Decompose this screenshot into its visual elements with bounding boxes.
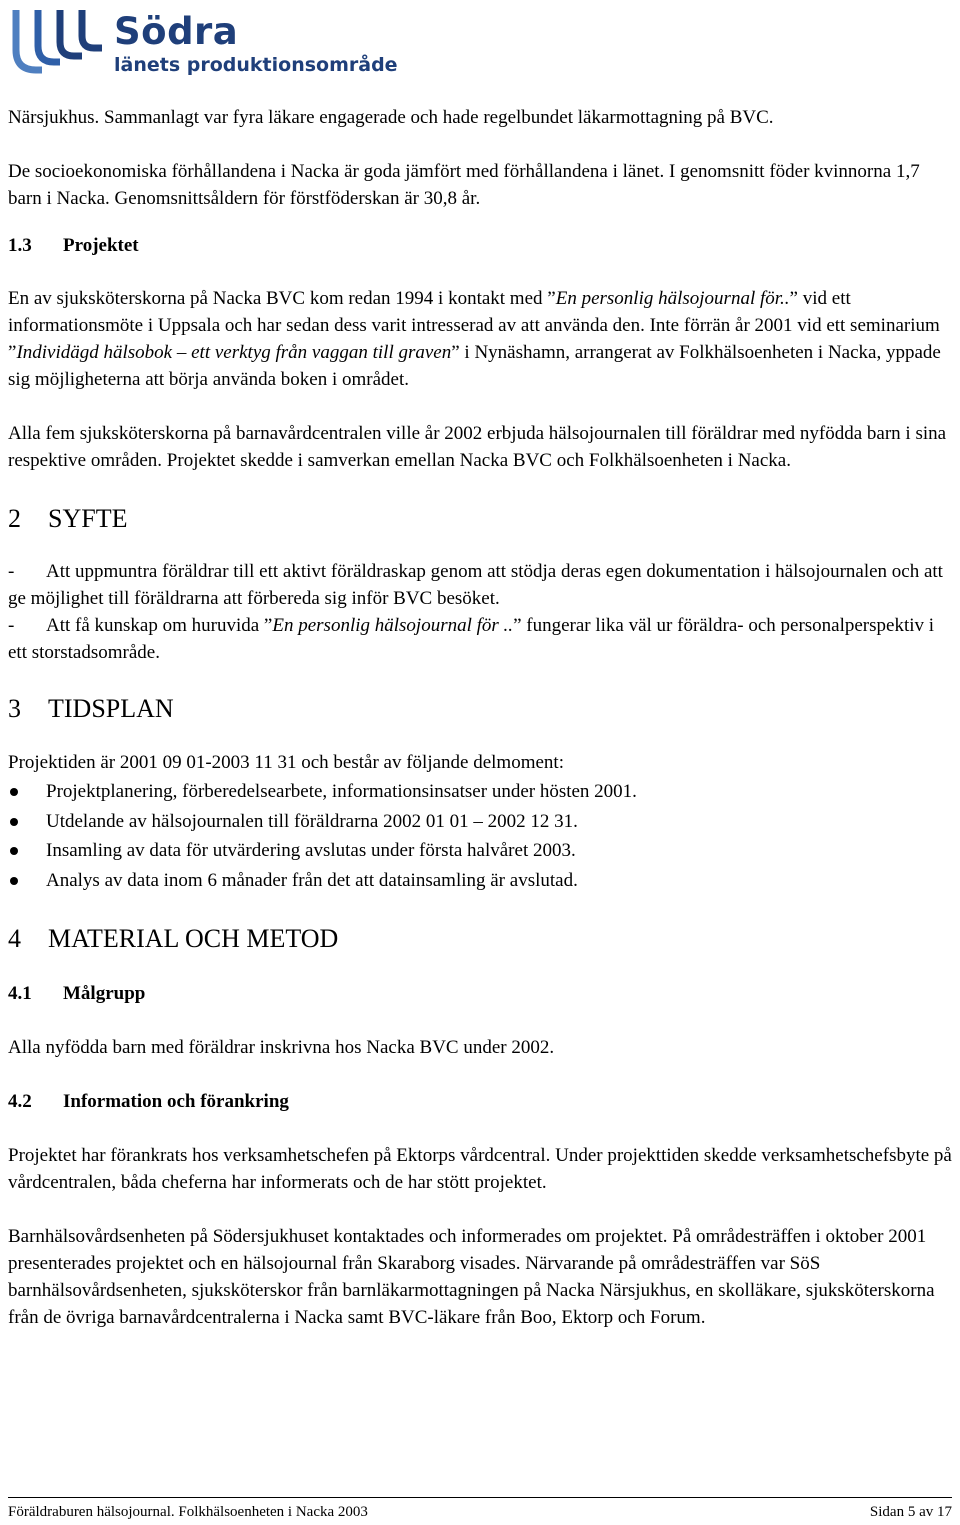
heading-number: 1.3: [8, 235, 32, 256]
list-item: Analys av data inom 6 månader från det att datainsamling är avslutad.: [8, 866, 956, 896]
text-run: ” vid ett informationsmöte i Uppsala och har sedan dess varit intresserad av att använda den. Inte förrän år 2001 vid ett seminarium ”: [8, 288, 940, 363]
text-run: ” fungerar lika väl ur föräldra- och personalperspektiv i ett storstadsområde.: [8, 615, 935, 663]
heading-3: [8, 694, 956, 724]
heading-title: SYFTE: [48, 504, 128, 533]
paragraph-7: Projektet har förankrats hos verksamhetschefen på Ektorps vårdcentral. Under projekttiden skedde verksamhetschefsbyte på vårdcentralen, båda cheferna har informerats och de har stött projektet.: [8, 1145, 952, 1193]
paragraph-6: Alla nyfödda barn med föräldrar inskrivna hos Nacka BVC under 2002.: [8, 1037, 555, 1058]
italic-title: En personlig hälsojournal för..: [555, 288, 790, 309]
page-footer: [8, 1497, 952, 1522]
document-body: [8, 104, 956, 1331]
dash-marker: -: [8, 615, 15, 636]
heading-title: MATERIAL OCH METOD: [48, 924, 339, 953]
list-item: Utdelande av hälsojournalen till föräldrarna 2002 01 01 – 2002 12 31.: [8, 807, 956, 837]
italic-title: Individägd hälsobok – ett verktyg från vaggan till graven: [16, 342, 452, 363]
paragraph-4: Alla fem sjuksköterskorna på barnavårdcentralen ville år 2002 erbjuda hälsojournalen till föräldrar med nyfödda barn i sina respektive områden. Projektet skedde i samverkan emellan Nacka BVC och Folkhälsoenheten i Nacka.: [8, 423, 947, 471]
dash-item-2: [8, 612, 956, 666]
paragraph-2: De socioekonomiska förhållandena i Nacka är goda jämfört med förhållandena i länet. I genomsnitt föder kvinnorna 1,7 barn i Nacka. Genomsnittsåldern för förstföderskan är 30,8 år.: [8, 161, 920, 209]
logo-subtitle: länets produktionsområde: [114, 54, 398, 76]
dash-marker: -: [8, 561, 15, 582]
heading-number: 4.2: [8, 1091, 32, 1112]
heading-title: Målgrupp: [63, 983, 146, 1004]
heading-title: Information och förankring: [63, 1091, 289, 1112]
heading-title: TIDSPLAN: [48, 694, 174, 723]
heading-4-2: [8, 1088, 956, 1115]
italic-title: En personlig hälsojournal för ..: [272, 615, 514, 636]
dash-item-1: [8, 558, 956, 612]
text-run: ” i Nynäshamn, arrangerat av Folkhälsoenheten i Nacka, yppade sig möjligheterna att börja använda boken i området.: [8, 342, 941, 390]
heading-2: [8, 504, 956, 534]
list-item: Projektplanering, förberedelsearbete, informationsinsatser under hösten 2001.: [8, 777, 956, 807]
footer-left: Föräldraburen hälsojournal. Folkhälsoenheten i Nacka 2003: [8, 1504, 368, 1520]
heading-number: 4.1: [8, 983, 32, 1004]
heading-4: [8, 924, 956, 954]
heading-number: 4: [8, 924, 21, 953]
paragraph-3: [8, 285, 956, 393]
bullet-list: [8, 777, 956, 895]
logo-title: Södra: [114, 10, 239, 53]
sodra-logo-mark-icon: [8, 6, 108, 76]
paragraph-1: Närsjukhus. Sammanlagt var fyra läkare engagerade och hade regelbundet läkarmottagning på BVC.: [8, 107, 774, 128]
paragraph-8: Barnhälsovårdsenheten på Södersjukhuset kontaktades och informerades om projektet. På områdesträffen i oktober 2001 presenterades projektet och en hälsojournal från Skaraborg visades. Närvarande på områdesträffen var SöS barnhälsovårdsenheten, sjuksköterskor från barnläkarmottagningen på Nacka Närsjukhus, en skolläkare, sjuksköterskorna från de övriga barnavårdcentralerna i Nacka samt BVC-läkare från Boo, Ektorp och Forum.: [8, 1226, 935, 1328]
heading-4-1: [8, 980, 956, 1007]
list-item: Insamling av data för utvärdering avslutas under första halvåret 2003.: [8, 836, 956, 866]
dash-text: Att uppmuntra föräldrar till ett aktivt föräldraskap genom att stödja deras egen dokumentation i hälsojournalen och att ge möjlighet till föräldrarna att förbereda sig inför BVC besöket.: [8, 561, 943, 609]
heading-1-3: [8, 232, 956, 259]
text-run: En av sjuksköterskorna på Nacka BVC kom redan 1994 i kontakt med ”: [8, 288, 556, 309]
heading-number: 2: [8, 504, 21, 533]
text-run: Att få kunskap om huruvida ”: [46, 615, 273, 636]
page-number: Sidan 5 av 17: [869, 1504, 952, 1520]
heading-number: 3: [8, 694, 21, 723]
paragraph-5: Projektiden är 2001 09 01-2003 11 31 och består av följande delmoment:: [8, 752, 564, 773]
heading-title: Projektet: [63, 235, 139, 256]
